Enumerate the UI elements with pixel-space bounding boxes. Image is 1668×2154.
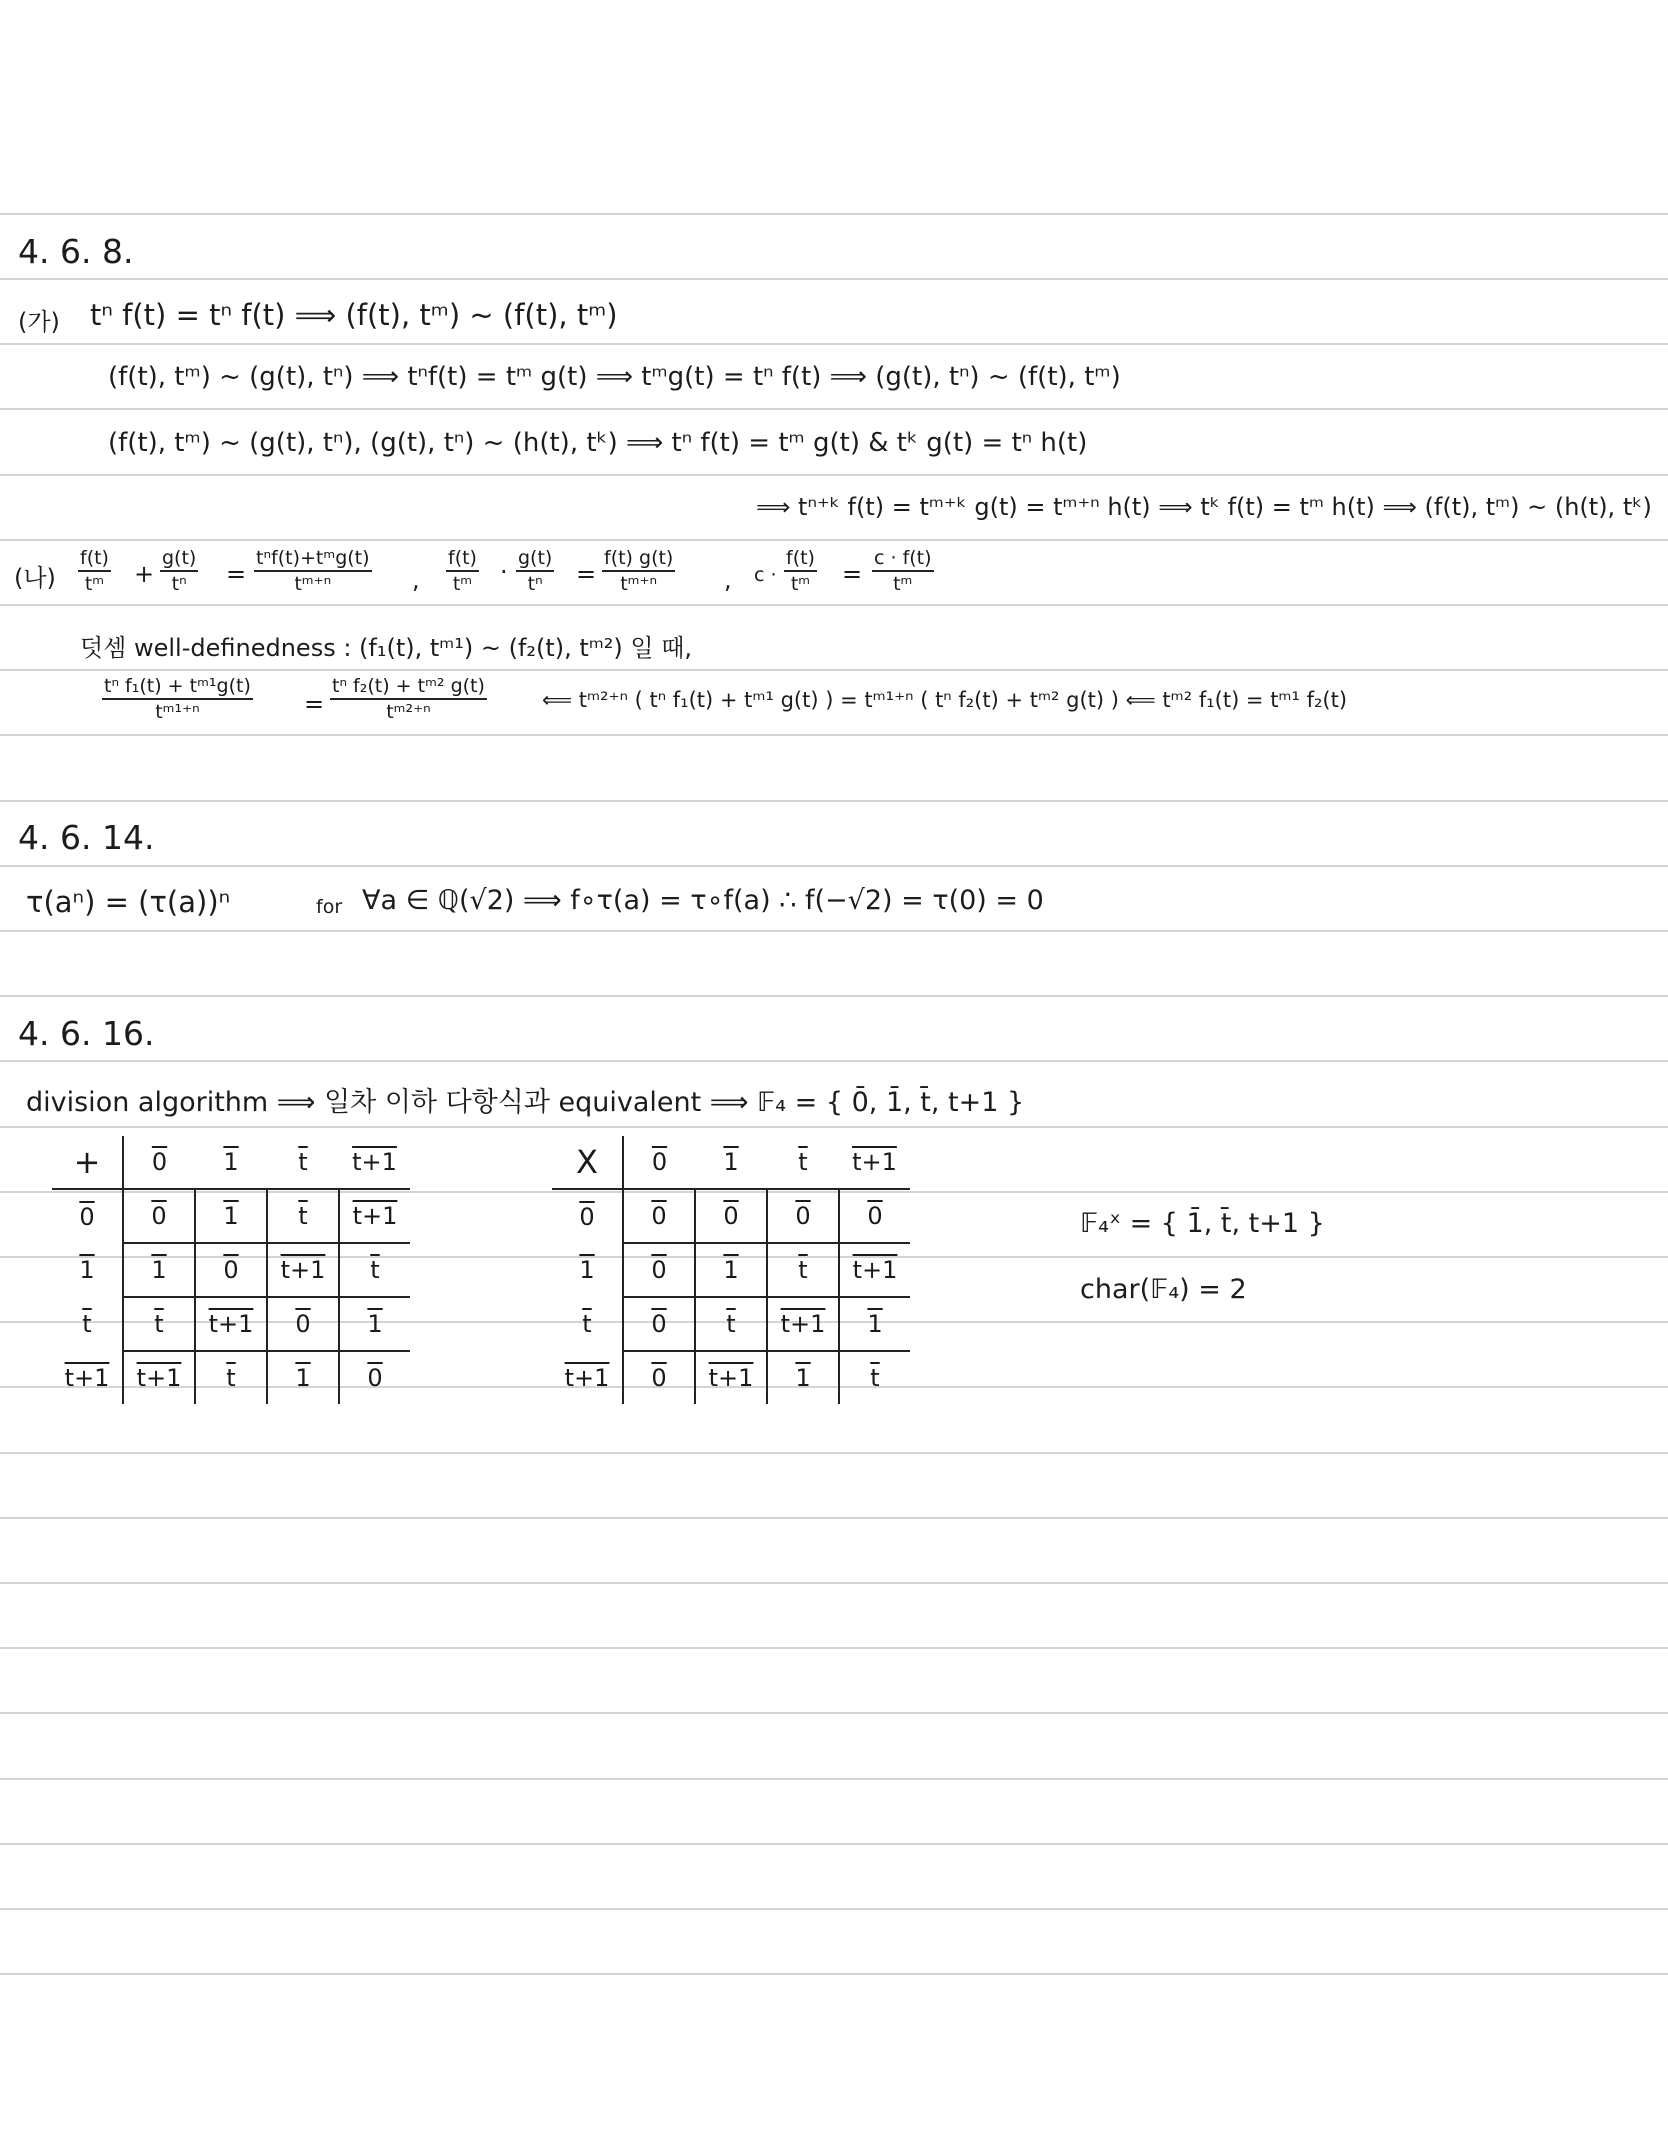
fraction [160,548,198,594]
fraction [330,676,487,722]
multiplication-table [552,1136,910,1404]
table-cell [695,1351,767,1404]
problem-number: 4. 6. 16. [18,1014,155,1053]
rule-line [0,213,1668,215]
equals-sign: = [842,560,863,588]
table-cell [195,1243,267,1297]
header-label: 0 [651,1148,668,1176]
table-cell [339,1189,410,1243]
cell-value: 0 [151,1202,167,1230]
cell-value: 1 [295,1364,311,1392]
equals-sign: = [576,560,597,588]
rule-line [0,1973,1668,1975]
rule-line [0,1843,1668,1845]
row-header [52,1189,123,1243]
cell-value: t+1 [280,1256,326,1284]
table-cell [339,1297,410,1351]
fraction [102,676,253,722]
cell-value: 0 [723,1202,739,1230]
header-label: 0 [151,1148,168,1176]
table-cell [123,1189,195,1243]
division-algorithm-line: division algorithm ⟹ 일차 이하 다항식과 equivalent ⟹ 𝔽₄ = { 0̄, 1̄, t̄, t+1 } [26,1087,1025,1118]
denominator: tⁿ [527,573,543,595]
separator-comma: , [412,566,420,594]
row-header-label: $\overline{t}$ [82,1310,92,1338]
table-row [552,1243,910,1297]
table-cell [839,1297,910,1351]
fraction [872,548,934,594]
table-header-row [552,1136,910,1189]
row-header-label: 1 [79,1256,95,1284]
rule-line [0,1452,1668,1454]
reflexive-line: tⁿ f(t) = tⁿ f(t) ⟹ (f(t), tᵐ) ~ (f(t), tᵐ) [90,298,618,332]
table-cell [767,1189,839,1243]
rule-line [0,604,1668,606]
numerator: f(t) [78,548,111,572]
table-cell [767,1243,839,1297]
table-cell [767,1351,839,1404]
row-header [552,1351,623,1404]
denominator: tᵐ [452,573,473,595]
numerator: f(t) [446,548,479,572]
table-cell [339,1243,410,1297]
rule-line [0,474,1668,476]
table-cell [267,1243,339,1297]
table-cell [839,1243,910,1297]
fraction [516,548,554,594]
well-definedness-derivation: ⟸ tᵐ²⁺ⁿ ( tⁿ f₁(t) + tᵐ¹ g(t) ) = tᵐ¹⁺ⁿ ( tⁿ f₂(t) + tᵐ² g(t) ) ⟸ tᵐ² f₁(t) = tᵐ¹ f₂(t) [542,688,1348,712]
rule-line [0,995,1668,997]
plus-sign: + [134,560,155,588]
table-cell [267,1189,339,1243]
cell-value: $\overline{t}$ [726,1310,736,1338]
table-cell [267,1351,339,1404]
table-cell [339,1351,410,1404]
row-header-label: 0 [79,1202,95,1231]
denominator: tⁿ [171,573,187,595]
table-cell [695,1189,767,1243]
table-row [552,1351,910,1404]
denominator: tᵐ⁺ⁿ [620,573,658,595]
rule-line [0,1908,1668,1910]
part-b-label: (나) [14,564,56,592]
table-row [52,1351,410,1404]
row-header [52,1351,123,1404]
cell-value: 1 [867,1310,883,1338]
numerator: f(t) [784,548,817,572]
cell-value: 1 [151,1256,167,1284]
cell-value: 0 [651,1310,667,1338]
cell-value: 0 [223,1256,239,1284]
scalar-c: c · [754,564,777,586]
table-row [52,1297,410,1351]
cell-value: $\overline{t}$ [798,1256,808,1284]
denominator: tᵐ⁺ⁿ [294,573,332,595]
header-label: 1 [223,1148,239,1176]
table-row [52,1243,410,1297]
rule-line [0,1582,1668,1584]
header-cell [123,1136,195,1189]
denominator: tᵐ [790,573,811,595]
denominator: tᵐ [84,573,105,595]
table-cell [623,1297,695,1351]
table-cell [623,1189,695,1243]
row-header-label: $\overline{t}$ [582,1310,592,1338]
symmetric-line: (f(t), tᵐ) ~ (g(t), tⁿ) ⟹ tⁿf(t) = tᵐ g(t) ⟹ tᵐg(t) = tⁿ f(t) ⟹ (g(t), tⁿ) ~ (f(t), tᵐ) [108,362,1121,392]
cell-value: t+1 [352,1202,398,1230]
operator-cell: X [552,1136,623,1189]
denominator: tᵐ [893,573,913,595]
header-label: $\overline{t}$ [298,1148,308,1176]
rule-line [0,1712,1668,1714]
row-header [552,1297,623,1351]
table-cell [695,1243,767,1297]
numerator: tⁿf(t)+tᵐg(t) [254,548,372,572]
cell-value: $\overline{t}$ [298,1202,308,1230]
table-cell [123,1351,195,1404]
cell-value: t+1 [136,1364,182,1392]
row-header-label: t+1 [564,1363,610,1392]
fraction [784,548,817,594]
header-cell [767,1136,839,1189]
table-cell [695,1297,767,1351]
rule-line [0,1647,1668,1649]
rule-line [0,865,1668,867]
part-a-label: (가) [18,308,60,336]
cell-value: 1 [367,1310,383,1338]
fraction [254,548,372,594]
rule-line [0,343,1668,345]
dot-sign: · [500,558,508,586]
table-cell [839,1351,910,1404]
cell-value: t+1 [208,1310,254,1338]
table-header-row [52,1136,410,1189]
for-word: for [316,896,343,918]
header-label: t+1 [852,1148,897,1176]
cell-value: 0 [651,1364,667,1392]
equals-sign: = [304,690,325,718]
rule-line [0,1517,1668,1519]
rule-line [0,1060,1668,1062]
cell-value: $\overline{t}$ [870,1364,880,1392]
tau-conclusion: ∀a ∈ ℚ(√2) ⟹ f∘τ(a) = τ∘f(a) ∴ f(−√2) = τ(0) = 0 [362,885,1044,916]
cell-value: 0 [867,1202,883,1230]
table-cell [195,1297,267,1351]
cell-value: 1 [795,1364,811,1392]
well-definedness-intro: 덧셈 well-definedness : (f₁(t), tᵐ¹) ~ (f₂(t), tᵐ²) 일 때, [80,634,693,662]
table-row [552,1297,910,1351]
operator-cell: + [52,1136,123,1189]
header-cell [839,1136,910,1189]
header-cell [623,1136,695,1189]
numerator: tⁿ f₁(t) + tᵐ¹g(t) [102,676,253,700]
fraction [446,548,479,594]
rule-line [0,669,1668,671]
table-cell [195,1189,267,1243]
header-cell [339,1136,410,1189]
table-cell [623,1243,695,1297]
cell-value: t+1 [708,1364,754,1392]
equals-sign: = [226,560,247,588]
cell-value: $\overline{t}$ [226,1364,236,1392]
rule-line [0,278,1668,280]
tau-power: τ(aⁿ) = (τ(a))ⁿ [26,885,231,919]
transitive-conclusion: ⟹ tⁿ⁺ᵏ f(t) = tᵐ⁺ᵏ g(t) = tᵐ⁺ⁿ h(t) ⟹ tᵏ f(t) = tᵐ h(t) ⟹ (f(t), tᵐ) ~ (h(t), tᵏ) [756,493,1652,521]
cell-value: $\overline{t}$ [154,1310,164,1338]
rule-line [0,930,1668,932]
separator-comma: , [724,566,732,594]
row-header [552,1189,623,1243]
cell-value: 0 [651,1256,667,1284]
numerator: f(t) g(t) [602,548,675,572]
numerator: tⁿ f₂(t) + tᵐ² g(t) [330,676,487,700]
rule-line [0,408,1668,410]
unit-group: 𝔽₄ˣ = { 1̄, t̄, t+1 } [1080,1208,1325,1239]
transitive-line: (f(t), tᵐ) ~ (g(t), tⁿ), (g(t), tⁿ) ~ (h(t), tᵏ) ⟹ tⁿ f(t) = tᵐ g(t) & tᵏ g(t) = tⁿ h(t) [108,428,1088,458]
problem-number: 4. 6. 14. [18,818,155,857]
table-cell [839,1189,910,1243]
row-header [552,1243,623,1297]
table-cell [195,1351,267,1404]
denominator: tᵐ²⁺ⁿ [386,701,431,723]
denominator: tᵐ¹⁺ⁿ [155,701,200,723]
header-cell [695,1136,767,1189]
row-header-label: t+1 [64,1363,110,1392]
header-label: $\overline{t}$ [798,1148,808,1176]
rule-line [0,1778,1668,1780]
table-cell [623,1351,695,1404]
numerator: g(t) [160,548,198,572]
row-header [52,1297,123,1351]
table-cell [123,1243,195,1297]
cell-value: 1 [223,1202,239,1230]
rule-line [0,800,1668,802]
rule-line [0,734,1668,736]
table-row [552,1189,910,1243]
problem-number: 4. 6. 8. [18,232,134,271]
table-cell [267,1297,339,1351]
cell-value: 0 [795,1202,811,1230]
table-cell [123,1297,195,1351]
table-row [52,1189,410,1243]
cell-value: 0 [651,1202,667,1230]
cell-value: 0 [295,1310,311,1338]
cell-value: 0 [367,1364,383,1392]
numerator: g(t) [516,548,554,572]
cell-value: 1 [723,1256,739,1284]
fraction [78,548,111,594]
header-cell [195,1136,267,1189]
cell-value: t+1 [780,1310,826,1338]
numerator: c · f(t) [872,548,934,572]
header-label: t+1 [352,1148,397,1176]
rule-line [0,539,1668,541]
cell-value: $\overline{t}$ [370,1256,380,1284]
header-cell [267,1136,339,1189]
characteristic: char(𝔽₄) = 2 [1080,1274,1247,1305]
header-label: 1 [723,1148,739,1176]
row-header [52,1243,123,1297]
table-cell [767,1297,839,1351]
row-header-label: 1 [579,1256,595,1284]
fraction [602,548,675,594]
cell-value: t+1 [852,1256,898,1284]
rule-line [0,1126,1668,1128]
row-header-label: 0 [579,1202,595,1231]
addition-table [52,1136,410,1404]
